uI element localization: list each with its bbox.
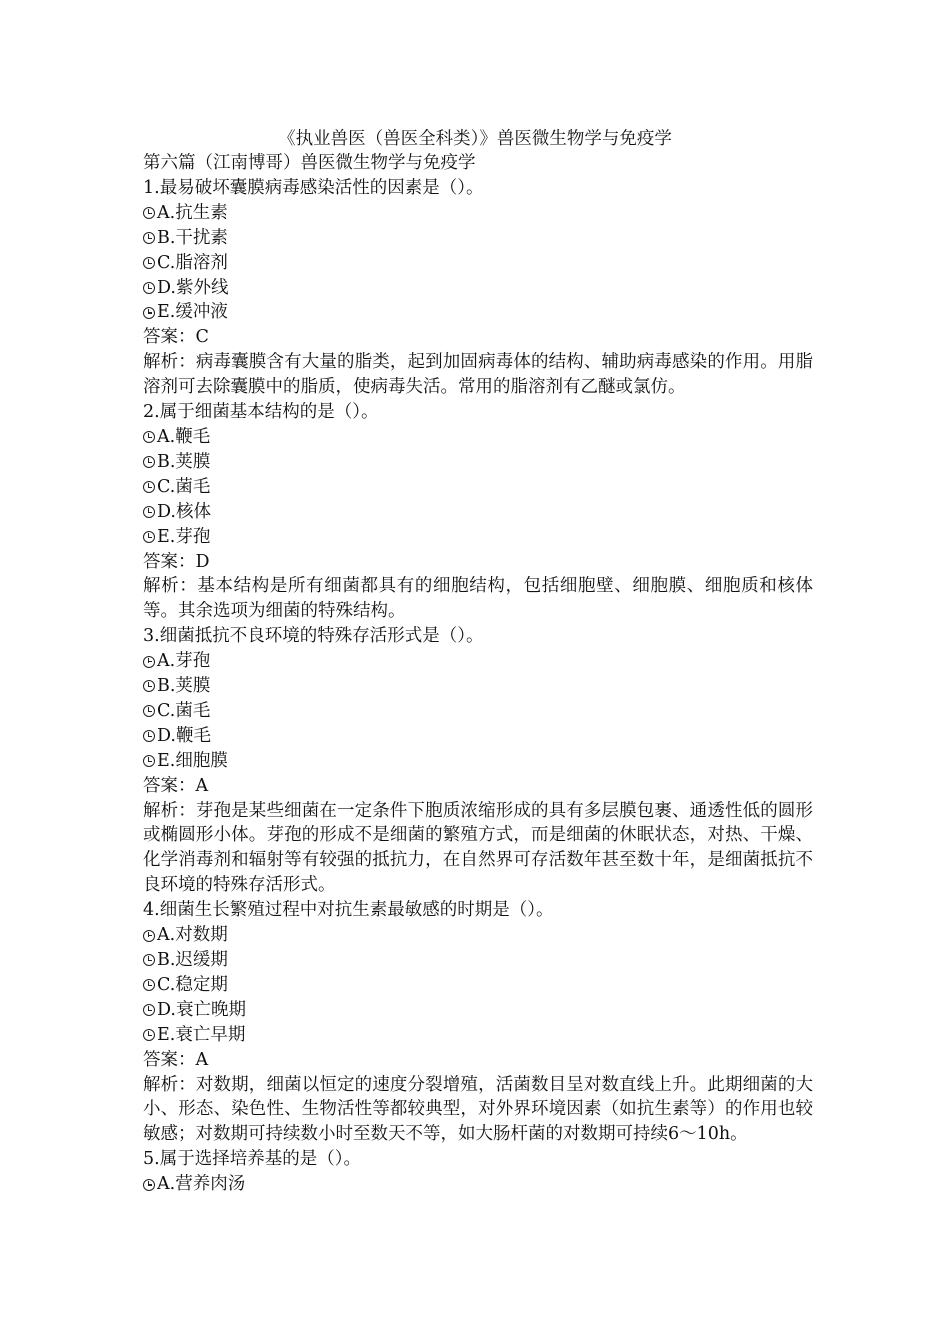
question-stem: 5.属于选择培养基的是（）。 (143, 1149, 361, 1170)
option-b[interactable] (143, 674, 813, 699)
option-label: C.菌毛 (157, 700, 211, 721)
document-content (143, 151, 813, 1197)
option-b[interactable] (143, 226, 813, 251)
question-block (143, 1147, 813, 1197)
document-title: 《执业兽医（兽医全科类）》兽医微生物学与免疫学 (278, 129, 672, 149)
analysis-text: 解析：对数期，细菌以恒定的速度分裂增殖，活菌数目呈对数直线上升。此期细菌的大小、形态、染色性、生物活性等都较典型，对外界环境因素（如抗生素等）的作用也较敏感；对数期可持续数小时至数天不等，如大肠杆菌的对数期可持续6～10h。 (143, 1074, 813, 1145)
option-label: B.荚膜 (157, 451, 211, 472)
question-stem: 3.细菌抵抗不良环境的特殊存活形式是（）。 (143, 626, 484, 647)
answer-text: 答案：A (143, 775, 209, 796)
option-label: D.紫外线 (157, 277, 229, 298)
option-label: A.鞭毛 (157, 426, 211, 447)
option-label: C.脂溶剂 (157, 252, 228, 273)
radio-clock-icon[interactable] (143, 481, 155, 493)
option-label: B.干扰素 (157, 227, 228, 248)
analysis-text: 解析：病毒囊膜含有大量的脂类，起到加固病毒体的结构、辅助病毒感染的作用。用脂溶剂可去除囊膜中的脂质，使病毒失活。常用的脂溶剂有乙醚或氯仿。 (143, 352, 813, 398)
option-label: E.细胞膜 (157, 750, 228, 771)
answer-text: 答案：D (143, 551, 210, 572)
option-label: B.荚膜 (157, 676, 211, 697)
radio-clock-icon[interactable] (143, 307, 155, 319)
option-c[interactable] (143, 475, 813, 500)
option-label: D.核体 (157, 501, 211, 522)
question-block (143, 176, 813, 400)
option-label: C.菌毛 (157, 476, 211, 497)
question-stem: 2.属于细菌基本结构的是（）。 (143, 402, 379, 423)
radio-clock-icon[interactable] (143, 1029, 155, 1041)
radio-clock-icon[interactable] (143, 1179, 155, 1191)
answer-text: 答案：A (143, 1049, 209, 1070)
option-label: E.衰亡早期 (157, 1024, 246, 1045)
radio-clock-icon[interactable] (143, 680, 155, 692)
radio-clock-icon[interactable] (143, 730, 155, 742)
radio-clock-icon[interactable] (143, 979, 155, 991)
option-label: A.芽孢 (157, 651, 211, 672)
option-label: E.芽孢 (157, 526, 211, 547)
option-c[interactable] (143, 973, 813, 998)
option-e[interactable] (143, 1023, 813, 1048)
option-a[interactable] (143, 923, 813, 948)
option-e[interactable] (143, 525, 813, 550)
analysis-text: 解析：芽孢是某些细菌在一定条件下胞质浓缩形成的具有多层膜包裹、通透性低的圆形或椭圆形小体。芽孢的形成不是细菌的繁殖方式，而是细菌的休眠状态，对热、干燥、化学消毒剂和辐射等有较强的抵抗力，在自然界可存活数年甚至数十年，是细菌抵抗不良环境的特殊存活形式。 (143, 800, 813, 896)
radio-clock-icon[interactable] (143, 232, 155, 244)
option-c[interactable] (143, 251, 813, 276)
radio-clock-icon[interactable] (143, 755, 155, 767)
radio-clock-icon[interactable] (143, 930, 155, 942)
section-heading: 第六篇（江南博哥）兽医微生物学与免疫学 (143, 153, 476, 173)
option-label: A.对数期 (157, 925, 228, 946)
question-stem: 4.细菌生长繁殖过程中对抗生素最敏感的时期是（）。 (143, 900, 554, 921)
radio-clock-icon[interactable] (143, 456, 155, 468)
radio-clock-icon[interactable] (143, 282, 155, 294)
option-label: A.抗生素 (157, 202, 228, 223)
option-label: C.稳定期 (157, 974, 228, 995)
option-b[interactable] (143, 450, 813, 475)
radio-clock-icon[interactable] (143, 506, 155, 518)
option-a[interactable] (143, 649, 813, 674)
option-d[interactable] (143, 276, 813, 301)
option-label: D.鞭毛 (157, 725, 211, 746)
radio-clock-icon[interactable] (143, 954, 155, 966)
option-label: B.迟缓期 (157, 950, 228, 970)
option-label: A.营养肉汤 (157, 1174, 246, 1195)
radio-clock-icon[interactable] (143, 1004, 155, 1016)
question-stem: 1.最易破坏囊膜病毒感染活性的因素是（）。 (143, 177, 484, 198)
radio-clock-icon[interactable] (143, 531, 155, 543)
option-a[interactable] (143, 1172, 813, 1197)
analysis-text: 解析：基本结构是所有细菌都具有的细胞结构，包括细胞壁、细胞膜、细胞质和核体等。其余选项为细菌的特殊结构。 (143, 576, 813, 622)
option-c[interactable] (143, 699, 813, 724)
radio-clock-icon[interactable] (143, 257, 155, 269)
option-d[interactable] (143, 724, 813, 749)
option-label: D.衰亡晚期 (157, 999, 246, 1020)
option-a[interactable] (143, 425, 813, 450)
question-block (143, 400, 813, 624)
option-d[interactable] (143, 998, 813, 1023)
answer-text: 答案：C (143, 327, 209, 348)
option-a[interactable] (143, 201, 813, 226)
option-label: E.缓冲液 (157, 302, 228, 323)
option-b[interactable] (143, 948, 813, 973)
question-block (143, 898, 813, 1147)
radio-clock-icon[interactable] (143, 705, 155, 717)
option-d[interactable] (143, 500, 813, 525)
option-e[interactable] (143, 300, 813, 325)
radio-clock-icon[interactable] (143, 431, 155, 443)
option-e[interactable] (143, 749, 813, 774)
radio-clock-icon[interactable] (143, 207, 155, 219)
question-block (143, 624, 813, 898)
radio-clock-icon[interactable] (143, 656, 155, 668)
